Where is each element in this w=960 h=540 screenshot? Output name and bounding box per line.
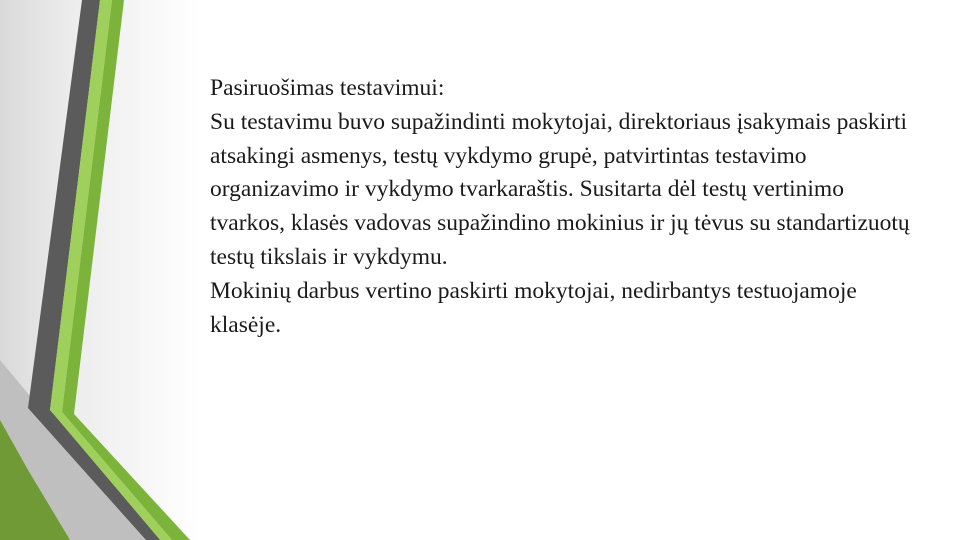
slide-body-text [210, 72, 910, 342]
heading-paragraph [210, 72, 910, 106]
heading-colon: : [437, 75, 445, 101]
body-paragraph-1: Su testavimu buvo supažindinti mokytojai, direktoriaus įsakymais paskirti atsakingi asmenys, testų vykdymo grupė, patvirtintas testavimo organizavimo ir vykdymo tvarkaraštis. Susitarta dėl testų vertinimo tvarkos, klasės vadovas supažindino mokinius ir jų tėvus su standartizuotų testų tikslais ir vykdymu. [210, 108, 910, 270]
slide-heading: Pasiruošimas testavimui [210, 75, 438, 101]
body-paragraph-2: Mokinių darbus vertino paskirti mokytojai, nedirbantys testuojamoje klasėje. [210, 277, 857, 338]
